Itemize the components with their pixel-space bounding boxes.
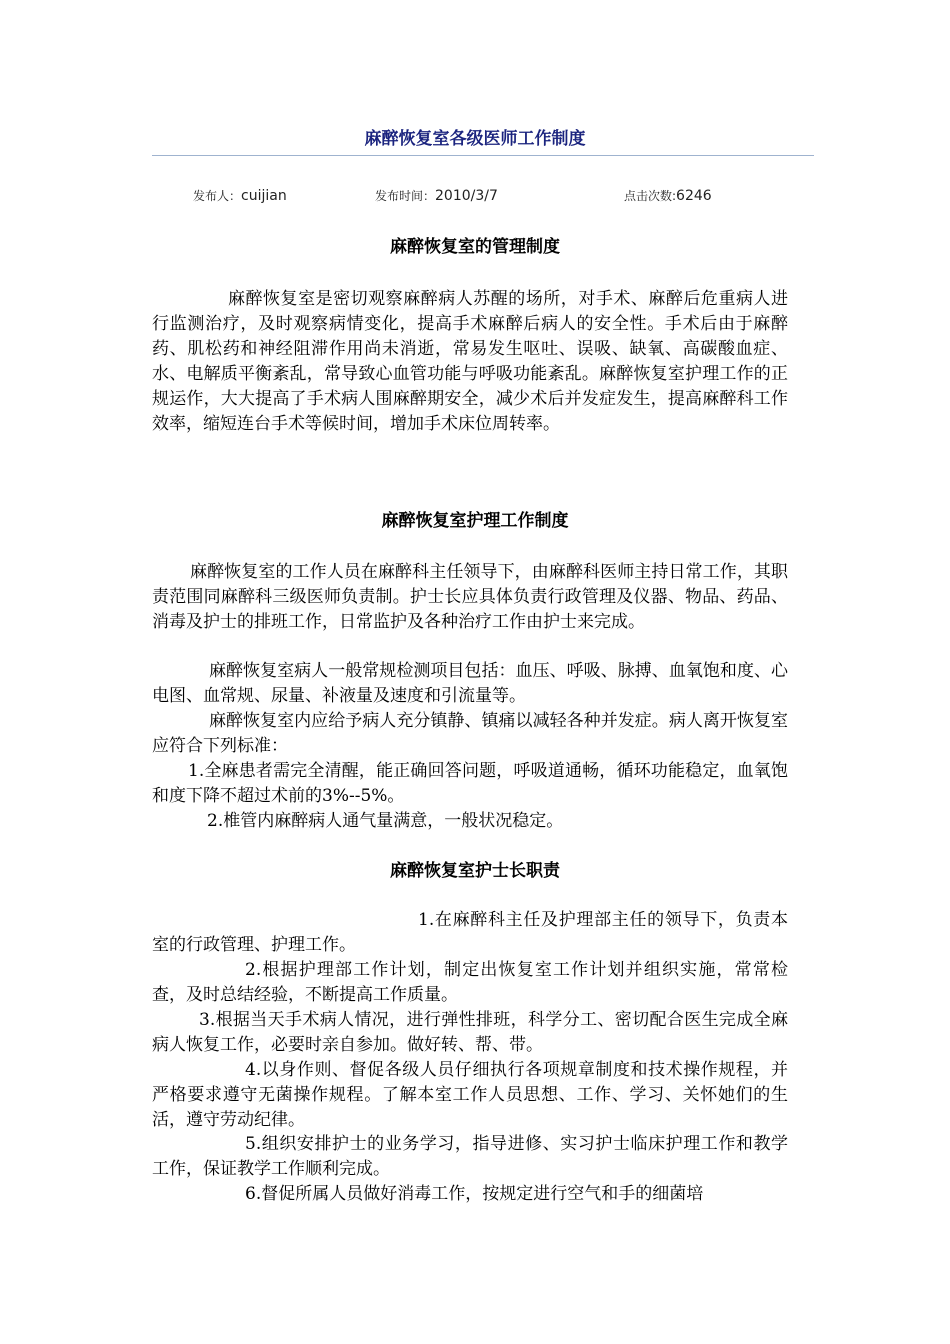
publish-date-value: 2010/3/7 [435, 188, 498, 204]
publisher-label: 发布人： [193, 189, 242, 203]
paragraph: 麻醉恢复室病人一般常规检测项目包括：血压、呼吸、脉搏、血氧饱和度、心电图、血常规、尿量、补液量及速度和引流量等。 [152, 661, 788, 706]
section-title-head-nurse: 麻醉恢复室护士长职责 [390, 861, 560, 881]
list-item: 1.在麻醉科主任及护理部主任的领导下，负责本室的行政管理、护理工作。 [152, 910, 788, 955]
publish-date-label: 发布时间： [375, 189, 436, 203]
paragraph: 麻醉恢复室的工作人员在麻醉科主任领导下，由麻醉科医师主持日常工作，其职责范围同麻醉科三级医师负责制。护士长应具体负责行政管理及仪器、物品、药品、消毒及护士的排班工作，日常监护及各种治疗工作由护士来完成。 [152, 562, 788, 632]
publisher-info [193, 187, 287, 205]
click-count-label: 点击次数: [624, 189, 677, 203]
paragraph: 麻醉恢复室内应给予病人充分镇静、镇痛以减轻各种并发症。病人离开恢复室应符合下列标准： [152, 711, 788, 756]
section-title-management: 麻醉恢复室的管理制度 [390, 237, 560, 257]
publish-date-info [375, 187, 498, 205]
click-count-info [624, 187, 712, 205]
list-item: 2.椎管内麻醉病人通气量满意，一般状况稳定。 [207, 811, 564, 831]
list-item: 5.组织安排护士的业务学习，指导进修、实习护士临床护理工作和教学工作，保证教学工作顺利完成。 [152, 1134, 788, 1179]
paragraph: 麻醉恢复室是密切观察麻醉病人苏醒的场所，对手术、麻醉后危重病人进行监测治疗，及时观察病情变化，提高手术麻醉后病人的安全性。手术后由于麻醉药、肌松药和神经阻滞作用尚未消逝，常易发生呕吐、误吸、缺氧、高碳酸血症、水、电解质平衡紊乱，常导致心血管功能与呼吸功能紊乱。麻醉恢复室护理工作的正规运作，大大提高了手术病人围麻醉期安全，减少术后并发症发生，提高麻醉科工作效率，缩短连台手术等候时间，增加手术床位周转率。 [152, 289, 788, 434]
list-item: 1.全麻患者需完全清醒，能正确回答问题，呼吸道通畅，循环功能稳定，血氧饱和度下降不超过术前的3%--5%。 [152, 761, 788, 806]
section-title-nursing: 麻醉恢复室护理工作制度 [381, 511, 569, 531]
click-count-value: 6246 [676, 188, 712, 204]
list-item: 2.根据护理部工作计划，制定出恢复室工作计划并组织实施，常常检查，及时总结经验，不断提高工作质量。 [152, 960, 788, 1005]
publisher-value: cuijian [241, 188, 287, 204]
title-divider [152, 155, 814, 156]
list-item: 6.督促所属人员做好消毒工作，按规定进行空气和手的细菌培 [245, 1184, 704, 1204]
list-item: 3.根据当天手术病人情况，进行弹性排班，科学分工、密切配合医生完成全麻病人恢复工作，必要时亲自参加。做好转、帮、带。 [152, 1010, 788, 1055]
list-item: 4.以身作则、督促各级人员仔细执行各项规章制度和技术操作规程，并严格要求遵守无菌操作规程。了解本室工作人员思想、工作、学习、关怀她们的生活，遵守劳动纪律。 [152, 1060, 788, 1130]
document-title: 麻醉恢复室各级医师工作制度 [364, 129, 586, 149]
